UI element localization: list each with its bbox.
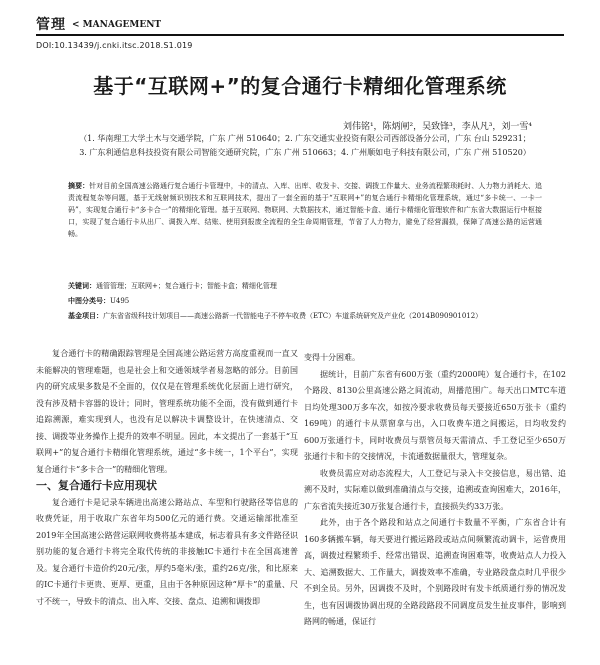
fund-project — [68, 311, 482, 321]
paragraph: 此外，由于各个路段和站点之间通行卡数量不平衡，广东省合计有160多辆搬车辆，每天要进行搬运路段或站点间频繁流动调卡，运营费用高，调拨过程繁琐手、经常出错误、追溯查询困难等，收费站点人力投入大、追溯数据大、工作量大，调拨效率不准确，专业路段盘点时几乎很少不到全员。另外，因调拨不及时，个别路段时有发卡纸质通行券的情况发生，也有因调拨协调出现的全路段路段不同调度员发生扯皮事件，影响到路网的畅通，保证行 — [304, 518, 566, 626]
fund-label: 基金项目： — [68, 312, 103, 320]
authors: 刘伟铭¹，陈炳闸²，吴致锋³，李从凡³，刘一雪⁴ — [342, 122, 532, 132]
affiliation-line: 3. 广东利通信息科技投资有限公司智能交通研究院，广东 广州 510663；4. 广州顺如电子科技有限公司，广东 广州 510520） — [79, 148, 531, 157]
clc-label: 中图分类号： — [68, 297, 110, 305]
keywords-text: 通管管理；互联网+；复合通行卡；智能卡盒；精细化管理 — [96, 282, 277, 290]
paragraph: 复合通行卡的精确跟踪管理是全国高速公路运营方高度重视而一直又未能解决的管理难题，也是社会上和交通领域学者易忽略的部分。目前国内的研究成果多数是不全面的，仅仅是在管理系统优化层面上进行研究，没有涉及精卡容器的设计；同时，管理系统功能不全面，没有做到通行卡追踪溯源，难实现到人，也没有足以解决卡调整设计，在快速清点、交接、调拨等业务操作上提升的效率不明显。因此，本文提出了一套基于“互联网+”的复合通行卡精细化管理系统，通过“多卡统一，1个平台”，实现复合通行卡“多卡合一”的精细化管理。 — [36, 349, 298, 474]
clc-number — [68, 296, 129, 306]
article-title: 基于“互联网+”的复合通行卡精细化管理系统 — [93, 74, 507, 98]
journal-header — [36, 12, 564, 36]
section-heading: 一、复合通行卡应用现状 — [36, 479, 157, 492]
clc-text: U495 — [110, 297, 130, 305]
fund-text: 广东省省级科技计划项目——高速公路新一代智能电子不停车收费（ETC）车道系统研究及产业化（2014B090901012） — [103, 312, 483, 320]
section-brand-en: < MANAGEMENT — [72, 20, 162, 30]
abstract — [68, 180, 542, 240]
paragraph: 变得十分困难。 — [304, 353, 360, 362]
affiliation-line: （1. 华南理工大学土木与交通学院，广东 广州 510640；2. 广东交通实业投资有限公司西部设备分公司，广东 台山 529231； — [79, 134, 531, 143]
body-column-left — [36, 346, 298, 610]
paragraph: 复合通行卡是记录车辆进出高速公路站点、车型和行驶路径等信息的收费凭证，用于收取广东省年均500亿元的通行费。交通运输部批准至2019年全国高速公路营运联网收费将基本建成，标志着具有多文件路径识别功能的复合通行卡将完全取代传统的非接触IC卡通行卡在全国高速普及。复合通行卡造价约20元/张，厚约5毫米/张，重约26克/张，和比原来的IC卡通行卡更贵、更厚、更重，且由于各种原因这种“厚卡”的重量、尺寸不统一，导致卡的清点、出入库、交接、盘点、追溯和调拨即 — [36, 497, 298, 606]
section-brand: 管理 — [36, 17, 66, 33]
body-column-right — [304, 350, 566, 631]
keywords — [68, 281, 277, 291]
doi: DOI:10.13439/j.cnki.itsc.2018.S1.019 — [36, 41, 193, 50]
abstract-text: 针对目前全国高速公路通行复合通行卡管理中，卡的清点、入库、出库、收发卡、交接、调拨工作量大、业务流程繁琐耗时、人力物力消耗大、追责流程复杂等问题，基于无线射频识别技术和互联网技术，提出了一套全面的基于“互联网+”的复合通行卡精细化管理系统，通过“多卡统一、一卡一码”，实现复合通行卡“多卡合一”的精细化管理。基于互联网、物联网、大数据技术，通过智能卡盒、通行卡精细化管理软件和广东省大数据运行中枢接口，实现了复合通行卡从出厂、调拨入库、结账、使用到报废全流程的全生命周期管理，节省了人力物力，避免了经营漏损，保障了高速公路的运营通畅。 — [68, 182, 543, 238]
abstract-label: 摘要： — [68, 182, 90, 190]
keywords-label: 关键词： — [68, 282, 96, 290]
paragraph: 收费员需应对动态流程大，人工登记与录入卡交接信息，易出错、追溯不及时，实际难以做到准确清点与交接，追溯或查询困难大，2016年，广东省流失接近30万张复合通行卡，直接损失约33万张。 — [304, 468, 566, 511]
paragraph: 据统计，目前广东省有600万张（重约2000吨）复合通行卡，在102个路段、8130公里高速公路之间流动，周播范围广。每天出口MTC车道日均处理300万多车次，如按冷要求收费员每天要接近650万张卡（重约169吨）的通行卡从票窗拿与出，入口收费车道之间搬运，日均收发约600万张通行卡，同时收费员与票管员每天需清点、手工登记至少650万张通行卡和卡的交接情况，卡流通数据量很大，管理复杂。 — [304, 369, 566, 461]
affiliations — [70, 132, 540, 160]
